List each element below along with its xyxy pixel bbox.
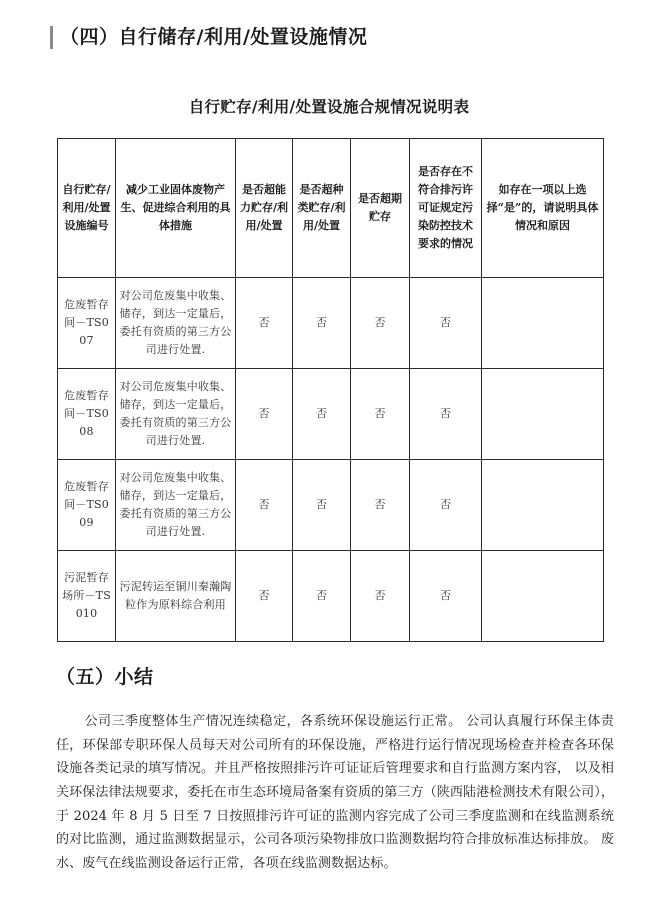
compliance-table — [57, 138, 604, 642]
summary-heading: （五）小结 — [56, 666, 154, 688]
summary-paragraph: 公司三季度整体生产情况连续稳定，各系统环保设施运行正常。 公司认真履行环保主体责任，环保部专职环保人员每天对公司所有的环保设施，严格进行运行情况现场检查并检查各环保设施各类记录的填写情况。并且严格按照排污许可证证后管理要求和自行监测方案内容， 以及相关环保法律法规要求，委托在市生态环境局备案有资质的第三方（陕西陆港检测技术有限公司），于 2024 年 8 月 5 日至 7 日按照排污许可证的监测内容完成了公司三季度监测和在线监测系统的对比监测，通过监测数据显示，公司各项污染物排放口监测数据均符合排放标准达标排放。 废水、废气在线监测设备运行正常，各项在线监测数据达标。 — [56, 714, 614, 871]
table-row — [58, 369, 604, 460]
cell-over-period: 否 — [351, 460, 410, 551]
cell-noncompliance: 否 — [410, 551, 482, 642]
table-row — [58, 278, 604, 369]
section-heading — [50, 26, 367, 49]
cell-measures: 对公司危废集中收集、储存，到达一定量后，委托有资质的第三方公司进行处置. — [116, 278, 236, 369]
table-header — [58, 139, 604, 278]
cell-over-period: 否 — [351, 369, 410, 460]
cell-noncompliance: 否 — [410, 278, 482, 369]
column-header-over-type: 是否超种类贮存/利用/处置 — [293, 139, 351, 278]
cell-facility-id: 污泥暂存场所－TS010 — [58, 551, 116, 642]
column-header-facility-id: 自行贮存/利用/处置设施编号 — [58, 139, 116, 278]
cell-explanation — [482, 369, 604, 460]
cell-measures: 对公司危废集中收集、储存，到达一定量后，委托有资质的第三方公司进行处置. — [116, 460, 236, 551]
column-header-measures: 减少工业固体废物产生、促进综合利用的具体措施 — [116, 139, 236, 278]
table-header-row — [58, 139, 604, 278]
cell-over-capacity: 否 — [236, 278, 293, 369]
cell-over-period: 否 — [351, 551, 410, 642]
cell-noncompliance: 否 — [410, 369, 482, 460]
cell-over-capacity: 否 — [236, 551, 293, 642]
table-row — [58, 551, 604, 642]
cell-over-type: 否 — [293, 460, 351, 551]
column-header-over-period: 是否超期贮存 — [351, 139, 410, 278]
cell-explanation — [482, 460, 604, 551]
cell-over-capacity: 否 — [236, 369, 293, 460]
column-header-noncompliance: 是否存在不符合排污许可证规定污染防控技术要求的情况 — [410, 139, 482, 278]
cell-over-type: 否 — [293, 278, 351, 369]
column-header-over-capacity: 是否超能力贮存/利用/处置 — [236, 139, 293, 278]
cell-over-period: 否 — [351, 278, 410, 369]
compliance-table-container — [57, 138, 603, 642]
cell-facility-id: 危废暂存间－TS008 — [58, 369, 116, 460]
cell-measures: 对公司危废集中收集、储存，到达一定量后，委托有资质的第三方公司进行处置. — [116, 369, 236, 460]
cell-explanation — [482, 278, 604, 369]
cell-explanation — [482, 551, 604, 642]
table-title: 自行贮存/利用/处置设施合规情况说明表 — [188, 97, 470, 116]
cell-facility-id: 危废暂存间－TS009 — [58, 460, 116, 551]
cell-facility-id: 危废暂存间－TS007 — [58, 278, 116, 369]
section-heading-text: （四）自行储存/利用/处置设施情况 — [60, 26, 368, 49]
cell-over-type: 否 — [293, 369, 351, 460]
table-row — [58, 460, 604, 551]
cell-noncompliance: 否 — [410, 460, 482, 551]
column-header-explanation: 如存在一项以上选择“是”的，请说明具体情况和原因 — [482, 139, 604, 278]
cell-over-type: 否 — [293, 551, 351, 642]
heading-accent-bar — [50, 26, 53, 49]
cell-measures: 污泥转运至铜川秦瀚陶粒作为原料综合利用 — [116, 551, 236, 642]
cell-over-capacity: 否 — [236, 460, 293, 551]
table-body — [58, 278, 604, 642]
